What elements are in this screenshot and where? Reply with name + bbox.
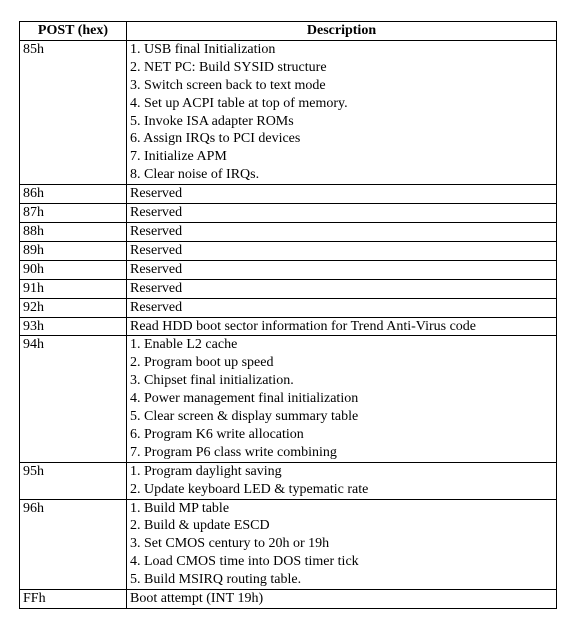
description-cell bbox=[127, 279, 557, 298]
description-line: 3. Switch screen back to text mode bbox=[130, 77, 326, 93]
table-row bbox=[20, 590, 557, 609]
table-header-row bbox=[20, 22, 557, 41]
post-code-cell: 96h bbox=[20, 499, 127, 590]
post-code-cell: 93h bbox=[20, 317, 127, 336]
description-line: 8. Clear noise of IRQs. bbox=[130, 167, 260, 183]
description-line: 7. Program P6 class write combining bbox=[130, 444, 337, 460]
header-description: Description bbox=[127, 22, 557, 41]
table-row bbox=[20, 40, 557, 184]
post-code-cell: 86h bbox=[20, 185, 127, 204]
post-code-table bbox=[19, 21, 557, 609]
description-line: 1. Program daylight saving bbox=[130, 463, 282, 479]
description-cell bbox=[127, 462, 557, 499]
description-cell bbox=[127, 298, 557, 317]
post-code-cell: 85h bbox=[20, 40, 127, 184]
description-line: 6. Program K6 write allocation bbox=[130, 426, 304, 442]
post-code-cell: 95h bbox=[20, 462, 127, 499]
description-cell bbox=[127, 241, 557, 260]
description-line: 3. Set CMOS century to 20h or 19h bbox=[130, 536, 330, 552]
table-row bbox=[20, 317, 557, 336]
description-line: Reserved bbox=[130, 223, 183, 239]
post-code-cell: 92h bbox=[20, 298, 127, 317]
description-line: 7. Initialize APM bbox=[130, 149, 227, 165]
description-line: 3. Chipset final initialization. bbox=[130, 373, 294, 389]
description-line: 2. Update keyboard LED & typematic rate bbox=[130, 481, 369, 497]
description-cell bbox=[127, 336, 557, 462]
table-row bbox=[20, 336, 557, 462]
table-row bbox=[20, 204, 557, 223]
description-line: 5. Invoke ISA adapter ROMs bbox=[130, 113, 294, 129]
description-line: 6. Assign IRQs to PCI devices bbox=[130, 131, 301, 147]
table-row bbox=[20, 462, 557, 499]
post-code-cell: 90h bbox=[20, 260, 127, 279]
description-line: Reserved bbox=[130, 242, 183, 258]
description-line: Reserved bbox=[130, 261, 183, 277]
description-cell bbox=[127, 317, 557, 336]
post-code-cell: 88h bbox=[20, 222, 127, 241]
description-line: Reserved bbox=[130, 280, 183, 296]
description-line: 5. Clear screen & display summary table bbox=[130, 409, 359, 425]
description-cell bbox=[127, 204, 557, 223]
post-code-cell: 91h bbox=[20, 279, 127, 298]
post-code-cell: 94h bbox=[20, 336, 127, 462]
table-row bbox=[20, 499, 557, 590]
description-line: Read HDD boot sector information for Trend Anti-Virus code bbox=[130, 318, 476, 334]
table-row bbox=[20, 222, 557, 241]
description-cell bbox=[127, 590, 557, 609]
description-line: 4. Load CMOS time into DOS timer tick bbox=[130, 554, 359, 570]
description-line: Reserved bbox=[130, 186, 183, 202]
description-line: 5. Build MSIRQ routing table. bbox=[130, 572, 302, 588]
description-line: 2. Program boot up speed bbox=[130, 355, 274, 371]
table-row bbox=[20, 185, 557, 204]
description-line: Reserved bbox=[130, 299, 183, 315]
description-line: Reserved bbox=[130, 205, 183, 221]
description-line: 4. Set up ACPI table at top of memory. bbox=[130, 95, 348, 111]
description-cell bbox=[127, 40, 557, 184]
table-row bbox=[20, 260, 557, 279]
description-cell bbox=[127, 222, 557, 241]
post-code-cell: FFh bbox=[20, 590, 127, 609]
description-line: 1. Build MP table bbox=[130, 500, 230, 516]
post-code-cell: 87h bbox=[20, 204, 127, 223]
description-cell bbox=[127, 185, 557, 204]
table-row bbox=[20, 241, 557, 260]
description-line: Boot attempt (INT 19h) bbox=[130, 591, 264, 607]
description-line: 4. Power management final initialization bbox=[130, 391, 359, 407]
table-row bbox=[20, 279, 557, 298]
description-line: 2. Build & update ESCD bbox=[130, 518, 270, 534]
table-row bbox=[20, 298, 557, 317]
description-line: 1. USB final Initialization bbox=[130, 41, 276, 57]
post-code-cell: 89h bbox=[20, 241, 127, 260]
description-line: 2. NET PC: Build SYSID structure bbox=[130, 59, 327, 75]
header-post-hex: POST (hex) bbox=[20, 22, 127, 41]
description-cell bbox=[127, 260, 557, 279]
description-line: 1. Enable L2 cache bbox=[130, 337, 238, 353]
description-cell bbox=[127, 499, 557, 590]
